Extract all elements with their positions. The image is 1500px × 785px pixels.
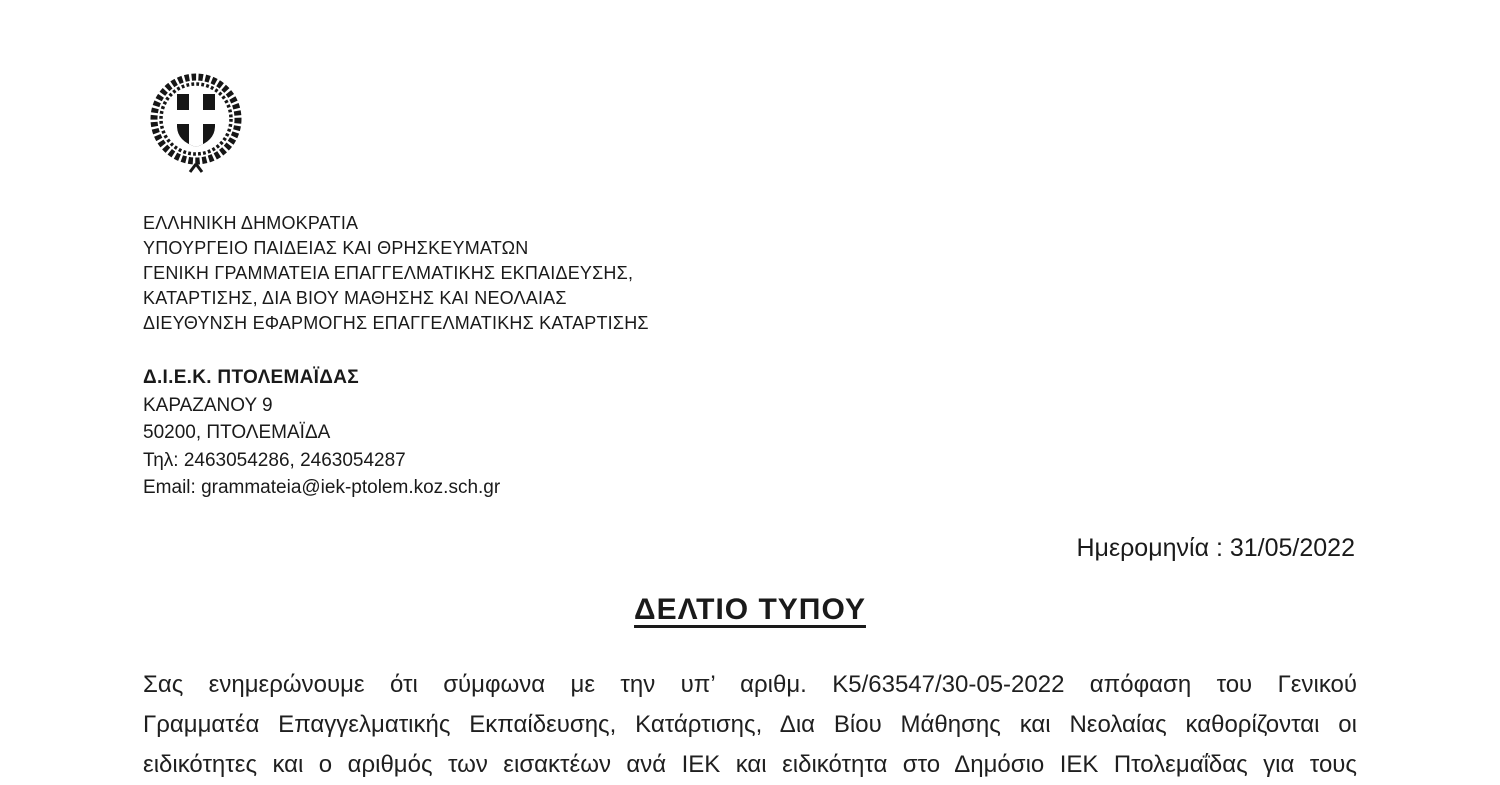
ministry-header-block — [143, 211, 1357, 336]
org-line-republic: ΕΛΛΗΝΙΚΗ ΔΗΜΟΚΡΑΤΙΑ — [143, 213, 359, 233]
email-line: Email: grammateia@iek-ptolem.koz.sch.gr — [143, 477, 501, 498]
greek-coat-of-arms-icon — [145, 63, 247, 175]
phone-line: Τηλ: 2463054286, 2463054287 — [143, 449, 406, 471]
contact-block — [143, 364, 1357, 502]
body-line-1: Σας ενημερώνουμε ότι σύμφωνα με την υπ’ αριθμ. Κ5/63547/30-05-2022 απόφαση του Γενικού — [143, 670, 1357, 698]
org-line-directorate: ΔΙΕΥΘΥΝΣΗ ΕΦΑΡΜΟΓΗΣ ΕΠΑΓΓΕΛΜΑΤΙΚΗΣ ΚΑΤΑΡΤΙΣΗΣ — [143, 313, 649, 333]
institute-name: Δ.Ι.Ε.Κ. ΠΤΟΛΕΜΑΪΔΑΣ — [143, 367, 359, 388]
address-street: ΚΑΡΑΖΑΝΟΥ 9 — [143, 394, 273, 416]
page-title: ΔΕΛΤΙΟ ΤΥΠΟΥ — [634, 592, 866, 626]
body-paragraph — [143, 665, 1357, 785]
date-line: Ημερομηνία : 31/05/2022 — [1076, 533, 1355, 562]
body-line-3: ειδικότητες και ο αριθμός των εισακτέων ανά ΙΕΚ και ειδικότητα στο Δημόσιο ΙΕΚ Πτολεμαΐδας για τους — [143, 750, 1357, 778]
org-line-secretariat-1: ΓΕΝΙΚΗ ΓΡΑΜΜΑΤΕΙΑ ΕΠΑΓΓΕΛΜΑΤΙΚΗΣ ΕΚΠΑΙΔΕΥΣΗΣ, — [143, 263, 634, 283]
body-line-2: Γραμματέα Επαγγελματικής Εκπαίδευσης, Κατάρτισης, Δια Βίου Μάθησης και Νεολαίας καθορίζονται οι — [143, 710, 1357, 738]
org-line-ministry: ΥΠΟΥΡΓΕΙΟ ΠΑΙΔΕΙΑΣ ΚΑΙ ΘΡΗΣΚΕΥΜΑΤΩΝ — [143, 238, 529, 258]
address-city: 50200, ΠΤΟΛΕΜΑΪΔΑ — [143, 422, 331, 443]
org-line-secretariat-2: ΚΑΤΑΡΤΙΣΗΣ, ΔΙΑ ΒΙΟΥ ΜΑΘΗΣΗΣ ΚΑΙ ΝΕΟΛΑΙΑΣ — [143, 288, 567, 308]
